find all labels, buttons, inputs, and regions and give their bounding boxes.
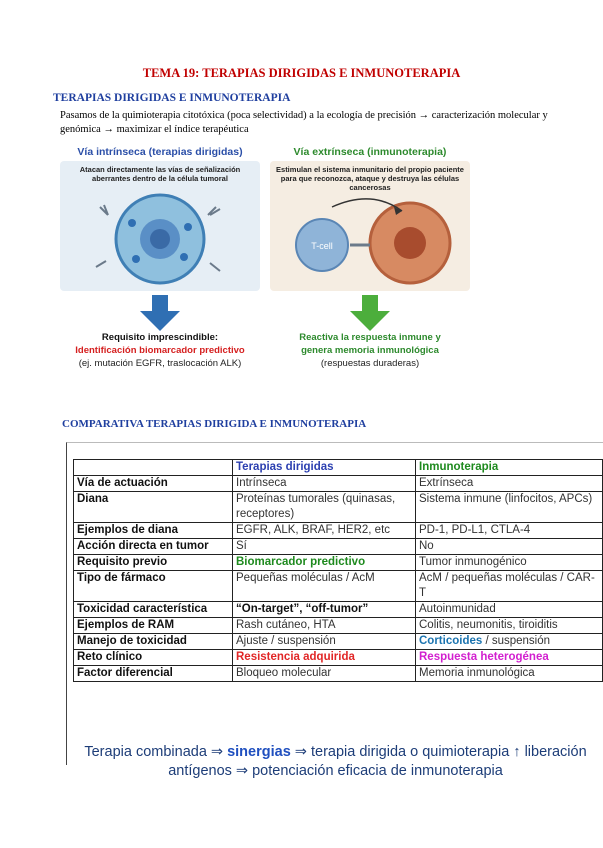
- extrinsic-caption-3: (respuestas duraderas): [320, 358, 420, 369]
- corticoides-text: Corticoides: [419, 635, 483, 647]
- intrinsic-panel-caption: Atacan directamente las vías de señalización aberrantes dentro de la célula tumoral: [79, 165, 241, 183]
- tumor-cell-illustration: [60, 161, 260, 291]
- extrinsic-pathway-column: [270, 146, 470, 370]
- combined-therapy-note: [67, 743, 603, 781]
- cell-immuno: Sistema inmune (linfocitos, APCs): [416, 492, 603, 523]
- section-heading-2: COMPARATIVA TERAPIAS DIRIGIDA E INMUNOTERAPIA: [62, 418, 367, 430]
- table-row: [74, 650, 603, 666]
- table-row: [74, 555, 603, 571]
- comparison-table: [73, 459, 603, 682]
- tcell-label: T-cell: [311, 241, 333, 251]
- table-row: [74, 476, 603, 492]
- table-header-row: [74, 460, 603, 476]
- cell-targeted: Sí: [233, 539, 416, 555]
- cell-targeted: Ajuste / suspensión: [233, 634, 416, 650]
- extrinsic-caption-2: genera memoria inmunológica: [301, 345, 439, 356]
- row-label: Reto clínico: [74, 650, 233, 666]
- cell-targeted: Pequeñas moléculas / AcM: [233, 571, 416, 602]
- tcell-attack-graphic: [270, 187, 470, 291]
- cell-immuno: Memoria inmunológica: [416, 666, 603, 682]
- extrinsic-panel-caption: Estimulan el sistema inmunitario del propio paciente para que reconozca, ataque y destruya las células cancerosas: [276, 165, 464, 192]
- down-arrow-icon: [350, 295, 390, 331]
- cell-targeted: “On-target”, “off-tumor”: [233, 602, 416, 618]
- cell-immuno: No: [416, 539, 603, 555]
- table-row: [74, 523, 603, 539]
- table-header-targeted: Terapias dirigidas: [233, 460, 416, 476]
- section-heading-1: TERAPIAS DIRIGIDAS E INMUNOTERAPIA: [53, 92, 291, 104]
- row-label: Toxicidad característica: [74, 602, 233, 618]
- intro-paragraph: Pasamos de la quimioterapia citotóxica (poca selectividad) a la ecología de precisión → caracterización molecular y genómica → maximizar el índice terapéutica: [60, 110, 548, 135]
- table-row: [74, 634, 603, 650]
- cell-immuno: Autoinmunidad: [416, 602, 603, 618]
- row-label: Manejo de toxicidad: [74, 634, 233, 650]
- table-row: [74, 571, 603, 602]
- row-label: Diana: [74, 492, 233, 523]
- cell-immuno: AcM / pequeñas moléculas / CAR-T: [416, 571, 603, 602]
- cell-immuno: Extrínseca: [416, 476, 603, 492]
- cell-targeted: Proteínas tumorales (quinasas, receptores): [233, 492, 416, 523]
- pathways-figure: [60, 146, 480, 391]
- cell-targeted: EGFR, ALK, BRAF, HER2, etc: [233, 523, 416, 539]
- cell-immuno: Colitis, neumonitis, tiroiditis: [416, 618, 603, 634]
- table-header-immuno: Inmunoterapia: [416, 460, 603, 476]
- cell-targeted: Bloqueo molecular: [233, 666, 416, 682]
- row-label: Acción directa en tumor: [74, 539, 233, 555]
- cell-immuno: [416, 634, 603, 650]
- intrinsic-caption-3: (ej. mutación EGFR, traslocación ALK): [78, 358, 242, 369]
- cell-immuno: PD-1, PD-L1, CTLA-4: [416, 523, 603, 539]
- footer-highlight: sinergias: [227, 744, 291, 760]
- row-label: Ejemplos de RAM: [74, 618, 233, 634]
- cell-immuno: Tumor inmunogénico: [416, 555, 603, 571]
- row-label: Ejemplos de diana: [74, 523, 233, 539]
- immune-cell-illustration: [270, 161, 470, 291]
- row-label: Tipo de fármaco: [74, 571, 233, 602]
- cell-targeted: Rash cutáneo, HTA: [233, 618, 416, 634]
- cell-targeted: Resistencia adquirida: [233, 650, 416, 666]
- intrinsic-caption-2: Identificación biomarcador predictivo: [75, 345, 245, 356]
- row-label: Vía de actuación: [74, 476, 233, 492]
- cell-immuno: Respuesta heterogénea: [416, 650, 603, 666]
- cell-targeted: Intrínseca: [233, 476, 416, 492]
- table-row: [74, 539, 603, 555]
- tumor-cell-graphic: [60, 187, 260, 291]
- suspension-text: / suspensión: [482, 635, 551, 647]
- table-row: [74, 602, 603, 618]
- comparison-table-box: [66, 442, 603, 779]
- footer-text-1: Terapia combinada ⇒: [84, 744, 228, 760]
- page-title: TEMA 19: TERAPIAS DIRIGIDAS E INMUNOTERAPIA: [142, 66, 461, 80]
- footer-text-2: ⇒ terapia dirigida o quimioterapia ↑ liberación antígenos ⇒ potenciación eficacia de inmunoterapia: [168, 744, 587, 779]
- extrinsic-caption-1: Reactiva la respuesta inmune y: [299, 332, 441, 343]
- table-row: [74, 618, 603, 634]
- down-arrow-icon: [140, 295, 180, 331]
- table-row: [74, 666, 603, 682]
- table-header-empty: [74, 460, 233, 476]
- row-label: Factor diferencial: [74, 666, 233, 682]
- extrinsic-heading: Vía extrínseca (inmunoterapia): [293, 146, 447, 158]
- intrinsic-caption-1: Requisito imprescindible:: [101, 332, 219, 343]
- intrinsic-pathway-column: [60, 146, 260, 370]
- cell-targeted: Biomarcador predictivo: [233, 555, 416, 571]
- row-label: Requisito previo: [74, 555, 233, 571]
- intrinsic-heading: Vía intrínseca (terapias dirigidas): [77, 146, 243, 158]
- table-row: [74, 492, 603, 523]
